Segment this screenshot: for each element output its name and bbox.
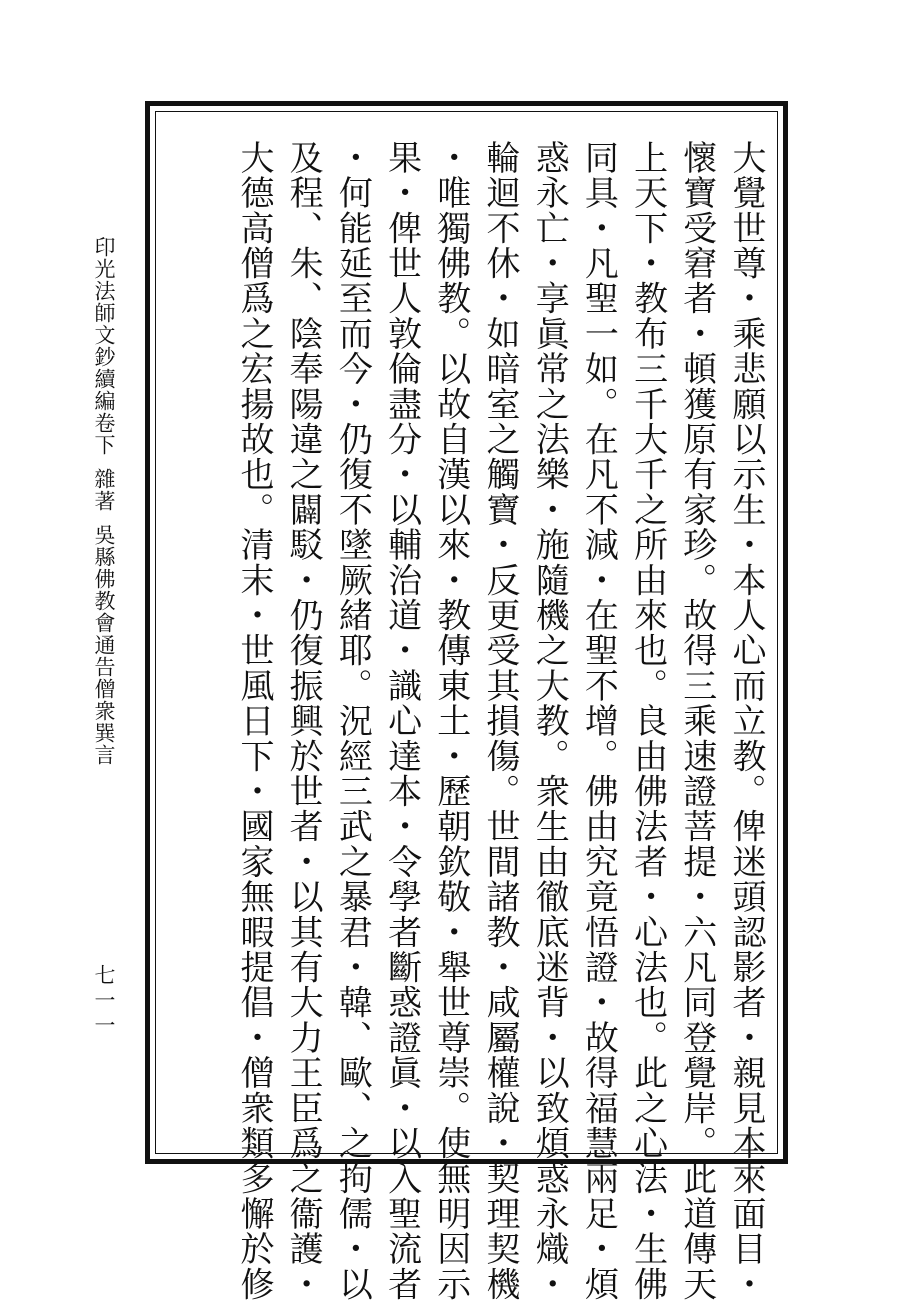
book-title: 印光法師文鈔續編卷下 [92, 236, 116, 456]
page-number: 七一一 [92, 964, 116, 1039]
text-column-6: 輪迴不休・如暗室之觸寶・反更受其損傷。世間諸教・咸屬權說・契理契機 [479, 140, 520, 1302]
text-column-1: 大覺世尊・乘悲願以示生・本人心而立教。俾迷頭認影者・親見本來面目・ [726, 140, 766, 1302]
text-column-2: 懷寶受窘者・頓獲原有家珍。故得三乘速證菩提・六凡同登覺岸。此道傳天 [676, 140, 717, 1302]
article-title: 吳縣佛教會通告僧衆巽言 [92, 524, 116, 766]
text-column-5: 惑永亡・享眞常之法樂・施隨機之大教。衆生由徹底迷背・以致煩惑永熾・ [529, 140, 570, 1302]
margin-running-title [84, 236, 124, 796]
text-column-11: 大德高僧爲之宏揚故也。清末・世風日下・國家無暇提倡・僧衆類多懈於修 [233, 140, 274, 1302]
text-column-10: 及程、朱、陰奉陽違之闢駁・仍復振興於世者・以其有大力王臣爲之衞護・ [283, 140, 324, 1302]
main-text-body [164, 140, 770, 1302]
text-column-8: 果・俾世人敦倫盡分・以輔治道・識心達本・令學者斷惑證眞・以入聖流者 [381, 140, 422, 1302]
text-column-3: 上天下・教布三千大千之所由來也。良由佛法者・心法也。此之心法・生佛 [627, 140, 668, 1302]
section-label: 雜著 [92, 468, 116, 512]
text-column-7: ・唯獨佛教。以故自漢以來・教傳東土・歷朝欽敬・舉世尊崇。使無明因示 [430, 140, 471, 1302]
text-column-4: 同具・凡聖一如。在凡不減・在聖不增。佛由究竟悟證・故得福慧兩足・煩 [578, 140, 619, 1302]
text-column-9: ・何能延至而今・仍復不墜厥緒耶。況經三武之暴君・韓、歐、之拘儒・以 [332, 140, 373, 1302]
